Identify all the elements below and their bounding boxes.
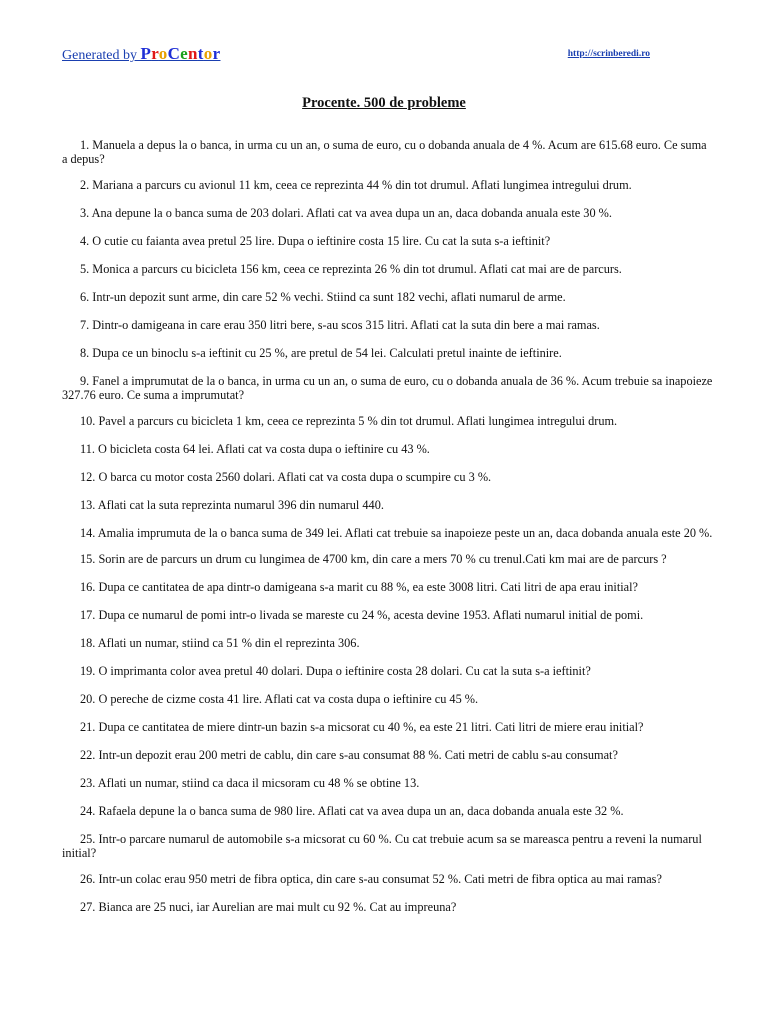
problem-item: 10. Pavel a parcurs cu bicicleta 1 km, ceea ce reprezinta 5 % din tot drumul. Aflati lungimea intregului drum. bbox=[80, 414, 618, 428]
problem-item: 27. Bianca are 25 nuci, iar Aurelian are mai mult cu 92 %. Cat au impreuna? bbox=[80, 900, 457, 914]
problem-item: 18. Aflati un numar, stiind ca 51 % din el reprezinta 306. bbox=[80, 636, 360, 650]
generated-by-label: Generated by bbox=[62, 48, 141, 63]
brand-letter: o bbox=[158, 44, 168, 63]
problem-item: 8. Dupa ce un binoclu s-a ieftinit cu 25 %, are pretul de 54 lei. Calculati pretul inainte de ieftinire. bbox=[80, 346, 562, 360]
problem-item: 1. Manuela a depus la o banca, in urma cu un an, o suma de euro, cu o dobanda anuala de 4 %. Acum are 615.68 euro. Ce suma a depus? bbox=[62, 138, 707, 166]
problem-item: 20. O pereche de cizme costa 41 lire. Aflati cat va costa dupa o ieftinire cu 45 %. bbox=[80, 692, 479, 706]
problem-item: 24. Rafaela depune la o banca suma de 980 lire. Aflati cat va avea dupa un an, daca dobanda anuala este 32 %. bbox=[80, 804, 624, 818]
problem-item: 2. Mariana a parcurs cu avionul 11 km, ceea ce reprezinta 44 % din tot drumul. Aflati lungimea intregului drum. bbox=[80, 178, 632, 192]
problem-item: 17. Dupa ce numarul de pomi intr-o livada se mareste cu 24 %, acesta devine 1953. Aflati numarul initial de pomi. bbox=[80, 608, 644, 622]
problem-item: 5. Monica a parcurs cu bicicleta 156 km, ceea ce reprezinta 26 % din tot drumul. Aflati cat mai are de parcurs. bbox=[80, 262, 622, 276]
generated-by-link[interactable] bbox=[62, 44, 220, 64]
brand-logo bbox=[141, 44, 221, 63]
site-url-link[interactable]: http://scrinberedi.ro bbox=[567, 49, 650, 59]
problem-list bbox=[62, 138, 714, 928]
brand-letter: n bbox=[188, 44, 198, 63]
brand-letter: C bbox=[167, 44, 181, 63]
problem-item: 9. Fanel a imprumutat de la o banca, in urma cu un an, o suma de euro, cu o dobanda anuala de 36 %. Acum trebuie sa inapoieze 327.76 euro. Ce suma a imprumutat? bbox=[62, 374, 713, 402]
page-header bbox=[62, 44, 650, 64]
problem-item: 22. Intr-un depozit erau 200 metri de cablu, din care s-au consumat 88 %. Cati metri de cablu s-au consumat? bbox=[80, 748, 618, 762]
problem-item: 6. Intr-un depozit sunt arme, din care 52 % vechi. Stiind ca sunt 182 vechi, aflati numarul de arme. bbox=[80, 290, 566, 304]
brand-letter: o bbox=[203, 44, 213, 63]
problem-item: 14. Amalia imprumuta de la o banca suma de 349 lei. Aflati cat trebuie sa inapoieze peste un an, daca dobanda anuala este 20 %. bbox=[80, 526, 713, 540]
brand-letter: r bbox=[212, 44, 221, 63]
problem-item: 3. Ana depune la o banca suma de 203 dolari. Aflati cat va avea dupa un an, daca dobanda anuala este 30 %. bbox=[80, 206, 612, 220]
document-title: Procente. 500 de probleme bbox=[302, 95, 466, 111]
problem-item: 19. O imprimanta color avea pretul 40 dolari. Dupa o ieftinire costa 28 dolari. Cu cat la suta s-a ieftinit? bbox=[80, 664, 591, 678]
brand-letter: t bbox=[197, 44, 204, 63]
problem-item: 4. O cutie cu faianta avea pretul 25 lire. Dupa o ieftinire costa 15 lire. Cu cat la suta s-a ieftinit? bbox=[80, 234, 551, 248]
problem-item: 23. Aflati un numar, stiind ca daca il micsoram cu 48 % se obtine 13. bbox=[80, 776, 420, 790]
brand-letter: r bbox=[151, 44, 159, 63]
problem-item: 12. O barca cu motor costa 2560 dolari. Aflati cat va costa dupa o scumpire cu 3 %. bbox=[80, 470, 492, 484]
problem-item: 13. Aflati cat la suta reprezinta numarul 396 din numarul 440. bbox=[80, 498, 384, 512]
problem-item: 7. Dintr-o damigeana in care erau 350 litri bere, s-au scos 315 litri. Aflati cat la suta din bere a mai ramas. bbox=[80, 318, 600, 332]
problem-item: 25. Intr-o parcare numarul de automobile s-a micsorat cu 60 %. Cu cat trebuie acum sa se mareasca pentru a reveni la numarul initial? bbox=[62, 832, 702, 860]
brand-letter: P bbox=[140, 44, 152, 63]
problem-item: 15. Sorin are de parcurs un drum cu lungimea de 4700 km, din care a mers 70 % cu trenul.Cati km mai are de parcurs ? bbox=[80, 552, 667, 566]
problem-item: 26. Intr-un colac erau 950 metri de fibra optica, din care s-au consumat 52 %. Cati metri de fibra optica au mai ramas? bbox=[80, 872, 662, 886]
problem-item: 21. Dupa ce cantitatea de miere dintr-un bazin s-a micsorat cu 40 %, ea este 21 litri. Cati litri de miere erau initial? bbox=[80, 720, 644, 734]
problem-item: 16. Dupa ce cantitatea de apa dintr-o damigeana s-a marit cu 88 %, ea este 3008 litri. Cati litri de apa erau initial? bbox=[80, 580, 639, 594]
problem-item: 11. O bicicleta costa 64 lei. Aflati cat va costa dupa o ieftinire cu 43 %. bbox=[80, 442, 430, 456]
brand-letter: e bbox=[180, 44, 189, 63]
